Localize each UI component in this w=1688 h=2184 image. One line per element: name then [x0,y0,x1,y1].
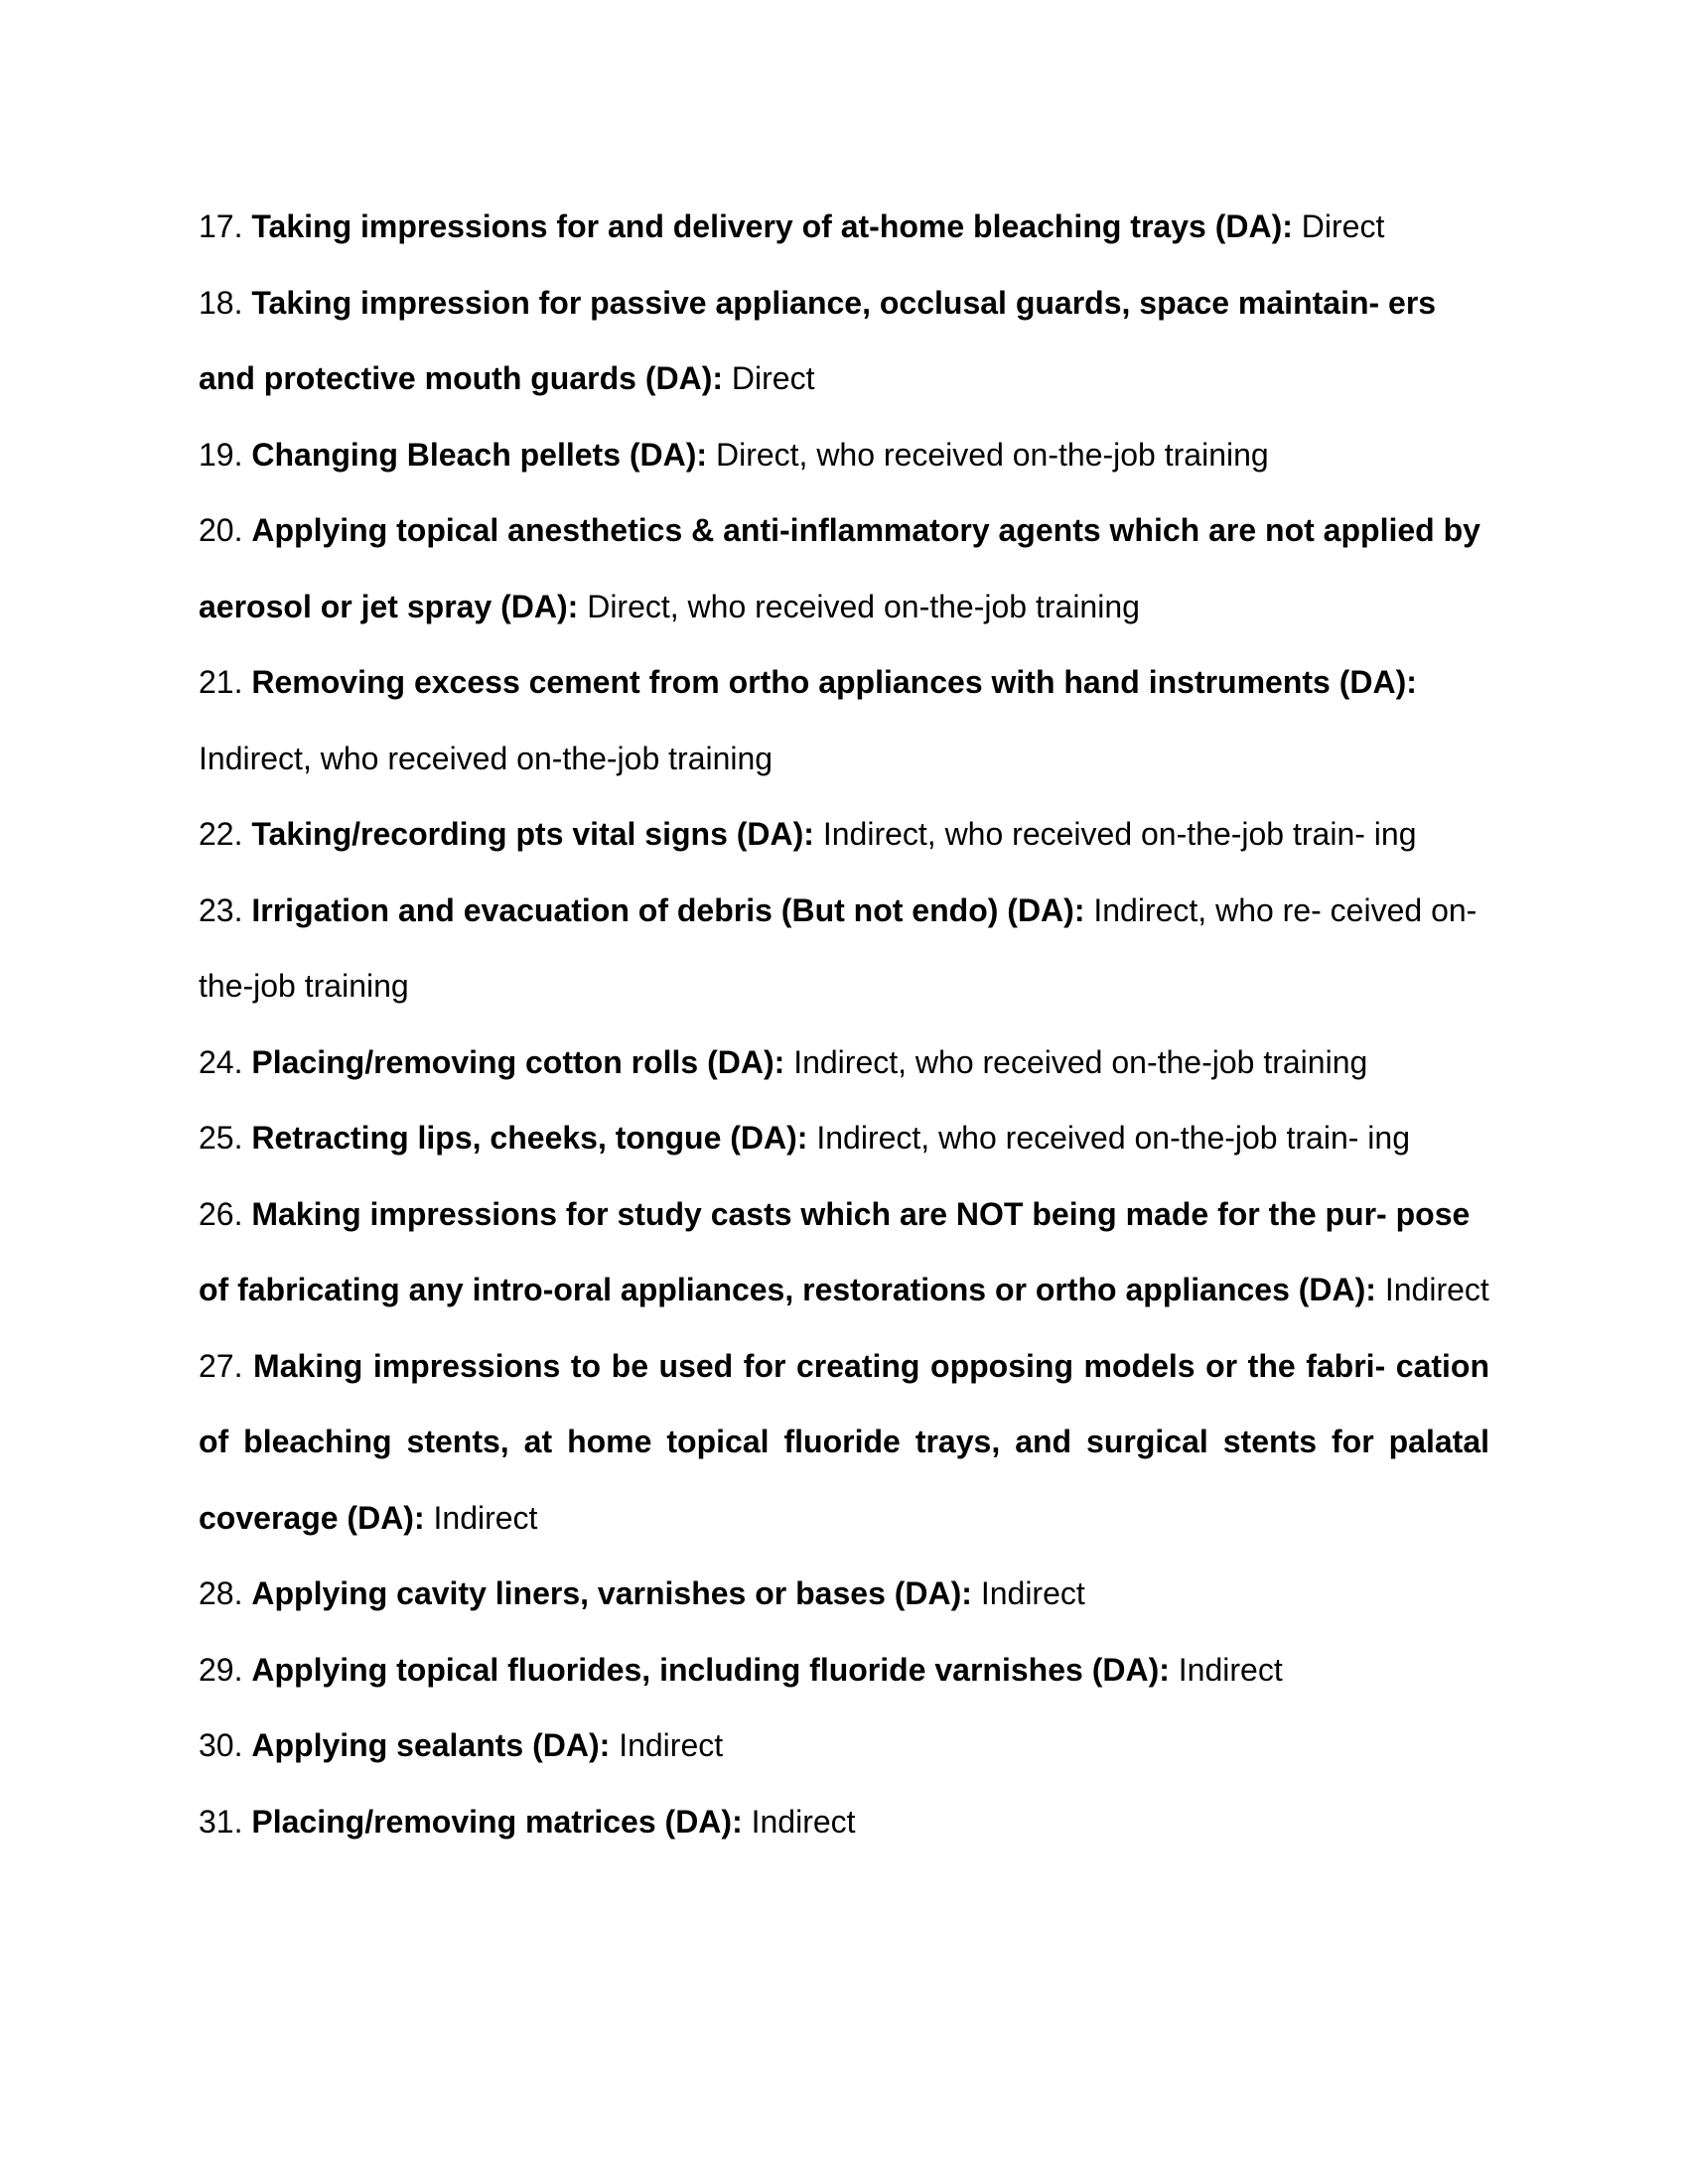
item-task: Making impressions for study casts which are NOT being made for the pur- pose of fabricating any intro-oral appliances, restorations or ortho appliances (DA): [199,1195,1471,1307]
item-number: 27. [199,1347,243,1384]
item-number: 26. [199,1195,243,1232]
list-item [199,492,1489,644]
document-page [199,189,1489,1859]
item-task: Taking/recording pts vital signs (DA): [251,816,814,852]
list-item [199,1556,1489,1632]
list-item [199,796,1489,873]
item-task: Placing/removing cotton rolls (DA): [251,1043,785,1080]
item-task: Placing/removing matrices (DA): [251,1803,743,1840]
item-supervision-level: Indirect, who received on-the-job train- ing [816,1120,1410,1156]
item-number: 22. [199,816,243,852]
item-supervision-level: Indirect [751,1803,856,1840]
item-task: Applying topical anesthetics & anti-inflammatory agents which are not applied by aerosol or jet spray (DA): [199,512,1480,624]
item-supervision-level: Indirect, who received on-the-job training [793,1043,1368,1080]
item-supervision-level: Indirect [1178,1651,1283,1688]
list-item [199,189,1489,265]
list-item [199,1707,1489,1784]
list-item [199,873,1489,1024]
item-supervision-level: Direct, who received on-the-job training [715,436,1269,473]
item-number: 31. [199,1803,243,1840]
item-number: 25. [199,1120,243,1156]
list-item [199,644,1489,796]
item-task: Applying topical fluorides, including fluoride varnishes (DA): [251,1651,1170,1688]
item-task: Removing excess cement from ortho appliances with hand instruments (DA): [251,664,1417,700]
item-number: 17. [199,208,243,244]
item-supervision-level: Direct [1301,208,1385,244]
list-item [199,1176,1489,1328]
item-number: 20. [199,512,243,548]
item-task: Applying sealants (DA): [251,1727,611,1763]
item-task: Retracting lips, cheeks, tongue (DA): [251,1120,808,1156]
list-item [199,1024,1489,1101]
item-supervision-level: Direct, who received on-the-job training [587,588,1140,624]
item-supervision-level: Indirect [980,1575,1085,1611]
item-number: 30. [199,1727,243,1763]
item-supervision-level: Indirect [619,1727,724,1763]
item-task: Taking impression for passive appliance, occlusal guards, space maintain- ers and protective mouth guards (DA): [199,284,1437,396]
item-task: Making impressions to be used for creating opposing models or the fabri- cation of bleaching stents, at home topical fluoride trays, and surgical stents for palatal coverage (DA): [199,1347,1490,1536]
list-item [199,1784,1489,1860]
item-number: 18. [199,284,243,321]
item-number: 29. [199,1651,243,1688]
item-task: Taking impressions for and delivery of at-home bleaching trays (DA): [251,208,1293,244]
item-task: Irrigation and evacuation of debris (But not endo) (DA): [251,891,1085,928]
list-item [199,1632,1489,1708]
item-supervision-level: Indirect, who received on-the-job training [199,740,774,776]
item-number: 21. [199,664,243,700]
item-supervision-level: Indirect, who received on-the-job train- ing [822,816,1417,852]
item-number: 24. [199,1043,243,1080]
item-task: Applying cavity liners, varnishes or bases (DA): [251,1575,972,1611]
item-number: 28. [199,1575,243,1611]
item-task: Changing Bleach pellets (DA): [251,436,708,473]
item-number: 23. [199,891,243,928]
list-item [199,265,1489,417]
item-number: 19. [199,436,243,473]
item-supervision-level: Indirect, who re- ceived on-the-job training [199,891,1477,1004]
item-supervision-level: Indirect [433,1499,538,1536]
list-item [199,1328,1489,1557]
list-item [199,417,1489,493]
item-supervision-level: Indirect [1384,1272,1489,1307]
list-item [199,1100,1489,1176]
item-supervision-level: Direct [731,360,815,396]
